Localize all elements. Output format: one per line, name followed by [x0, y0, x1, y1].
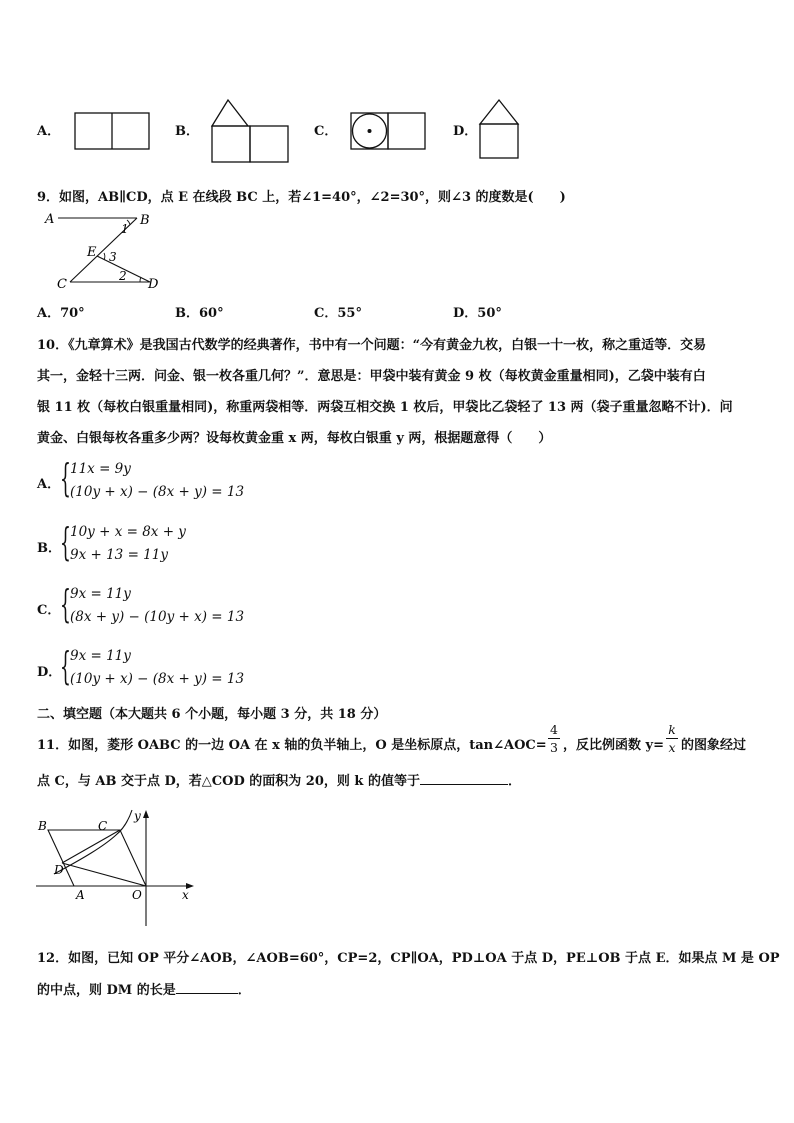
q11-function-numerator: k: [668, 722, 676, 737]
q11-line2-text: 点 C，与 AB 交于点 D，若△COD 的面积为 20，则 k 的值等于: [37, 774, 420, 789]
q11-function-fraction: [666, 722, 678, 755]
q9-label-1: 1: [121, 222, 129, 236]
q12-answer-blank[interactable]: [176, 979, 238, 994]
q10-line4: 黄金、白银每枚各重多少两？设每枚黄金重 x 两，每枚白银重 y 两，根据题意得（ ）: [37, 431, 552, 446]
q11-label-o: O: [132, 888, 142, 902]
q11-figure: [34, 808, 204, 930]
q10-line2: 其一，金轻十三两．问金、银一枚各重几何？”．意思是：甲袋中装有黄金 9 枚（每枚黄金重量相同)，乙袋中装有白: [37, 369, 706, 384]
section-heading-fill-in: 二、填空题（本大题共 6 个小题，每小题 3 分，共 18 分）: [37, 707, 387, 722]
q9-stem: 9．如图，AB∥CD，点 E 在线段 BC 上，若∠1=40°，∠2=30°，则∠3 的度数是( ): [37, 190, 566, 205]
q11-function-denominator: x: [668, 740, 676, 755]
q10-option-a-brace: {: [60, 456, 71, 500]
q8-option-c-label: C．: [314, 124, 338, 139]
q10-option-d-brace: {: [60, 644, 71, 688]
q12-line2: [37, 979, 251, 998]
q10-option-b-brace: {: [60, 520, 71, 564]
q11-label-y: y: [134, 809, 141, 823]
q9-label-2: 2: [119, 269, 127, 283]
q12-line2-text: 的中点，则 DM 的长是: [37, 983, 176, 998]
q11-label-c: C: [98, 819, 108, 833]
q10-option-b-label: B．: [37, 541, 61, 556]
q11-tan-fraction: [548, 722, 560, 755]
q12-line2-end: ．: [237, 983, 251, 998]
q11-line2: [37, 770, 521, 789]
q10-option-b-eq1: 10y + x = 8x + y: [70, 524, 186, 540]
q9-label-c: C: [57, 277, 67, 292]
q8-option-b-label: B．: [175, 124, 199, 139]
q8-option-d-label: D．: [453, 124, 478, 139]
q10-option-d-eq1: 9x = 11y: [70, 648, 131, 664]
q8-option-d-figure: [476, 96, 526, 162]
q12-line1: 12．如图，已知 OP 平分∠AOB，∠AOB=60°，CP=2，CP∥OA，PD⊥OA 于点 D，PE⊥OB 于点 E．如果点 M 是 OP: [37, 951, 780, 966]
q8-option-c-figure: [348, 110, 428, 154]
q9-option-d: D．50°: [453, 306, 502, 321]
q8-option-a-figure: [72, 110, 152, 154]
q11-tan-denominator: 3: [550, 740, 558, 755]
q9-label-d: D: [148, 277, 159, 292]
q11-part2: ，反比例函数 y=: [563, 738, 664, 753]
q9-figure: [40, 208, 170, 294]
q9-option-c: C．55°: [314, 306, 362, 321]
q10-option-a-eq2: (10y + x) − (8x + y) = 13: [70, 484, 245, 500]
q9-option-a: A．70°: [37, 306, 85, 321]
q9-label-e: E: [87, 245, 97, 260]
q8-option-b-figure: [208, 96, 292, 166]
q11-label-d: D: [54, 863, 64, 877]
q11-part3: 的图象经过: [681, 738, 747, 753]
q10-option-c-label: C．: [37, 603, 61, 618]
q10-line3: 银 11 枚（每枚白银重量相同)，称重两袋相等．两袋互相交换 1 枚后，甲袋比乙袋轻了 13 两（袋子重量忽略不计)．问: [37, 400, 733, 415]
q9-option-b: B．60°: [175, 306, 224, 321]
q10-option-a-label: A．: [37, 477, 61, 492]
q10-line1: 10．《九章算术》是我国古代数学的经典著作，书中有一个问题：“今有黄金九枚，白银一十一枚，称之重适等．交易: [37, 338, 707, 353]
q11-label-a: A: [76, 888, 85, 902]
q11-tan-numerator: 4: [550, 722, 558, 737]
q10-option-d-eq2: (10y + x) − (8x + y) = 13: [70, 671, 245, 687]
q9-label-b: B: [140, 213, 150, 228]
q11-line2-end: ．: [507, 774, 521, 789]
q11-part1: 11．如图，菱形 OABC 的一边 OA 在 x 轴的负半轴上，O 是坐标原点，tan∠AOC=: [37, 738, 547, 753]
q10-option-a-eq1: 11x = 9y: [70, 461, 131, 477]
q11-label-x: x: [182, 888, 189, 902]
q11-answer-blank[interactable]: [420, 770, 508, 785]
q11-label-b: B: [38, 819, 47, 833]
q10-option-c-eq1: 9x = 11y: [70, 586, 131, 602]
q10-option-c-brace: {: [60, 582, 71, 626]
q10-option-b-eq2: 9x + 13 = 11y: [70, 547, 168, 563]
q8-option-a-label: A．: [37, 124, 61, 139]
q9-label-a: A: [45, 212, 55, 227]
q10-option-c-eq2: (8x + y) − (10y + x) = 13: [70, 609, 245, 625]
q10-option-d-label: D．: [37, 665, 62, 680]
q9-label-3: 3: [109, 250, 117, 264]
